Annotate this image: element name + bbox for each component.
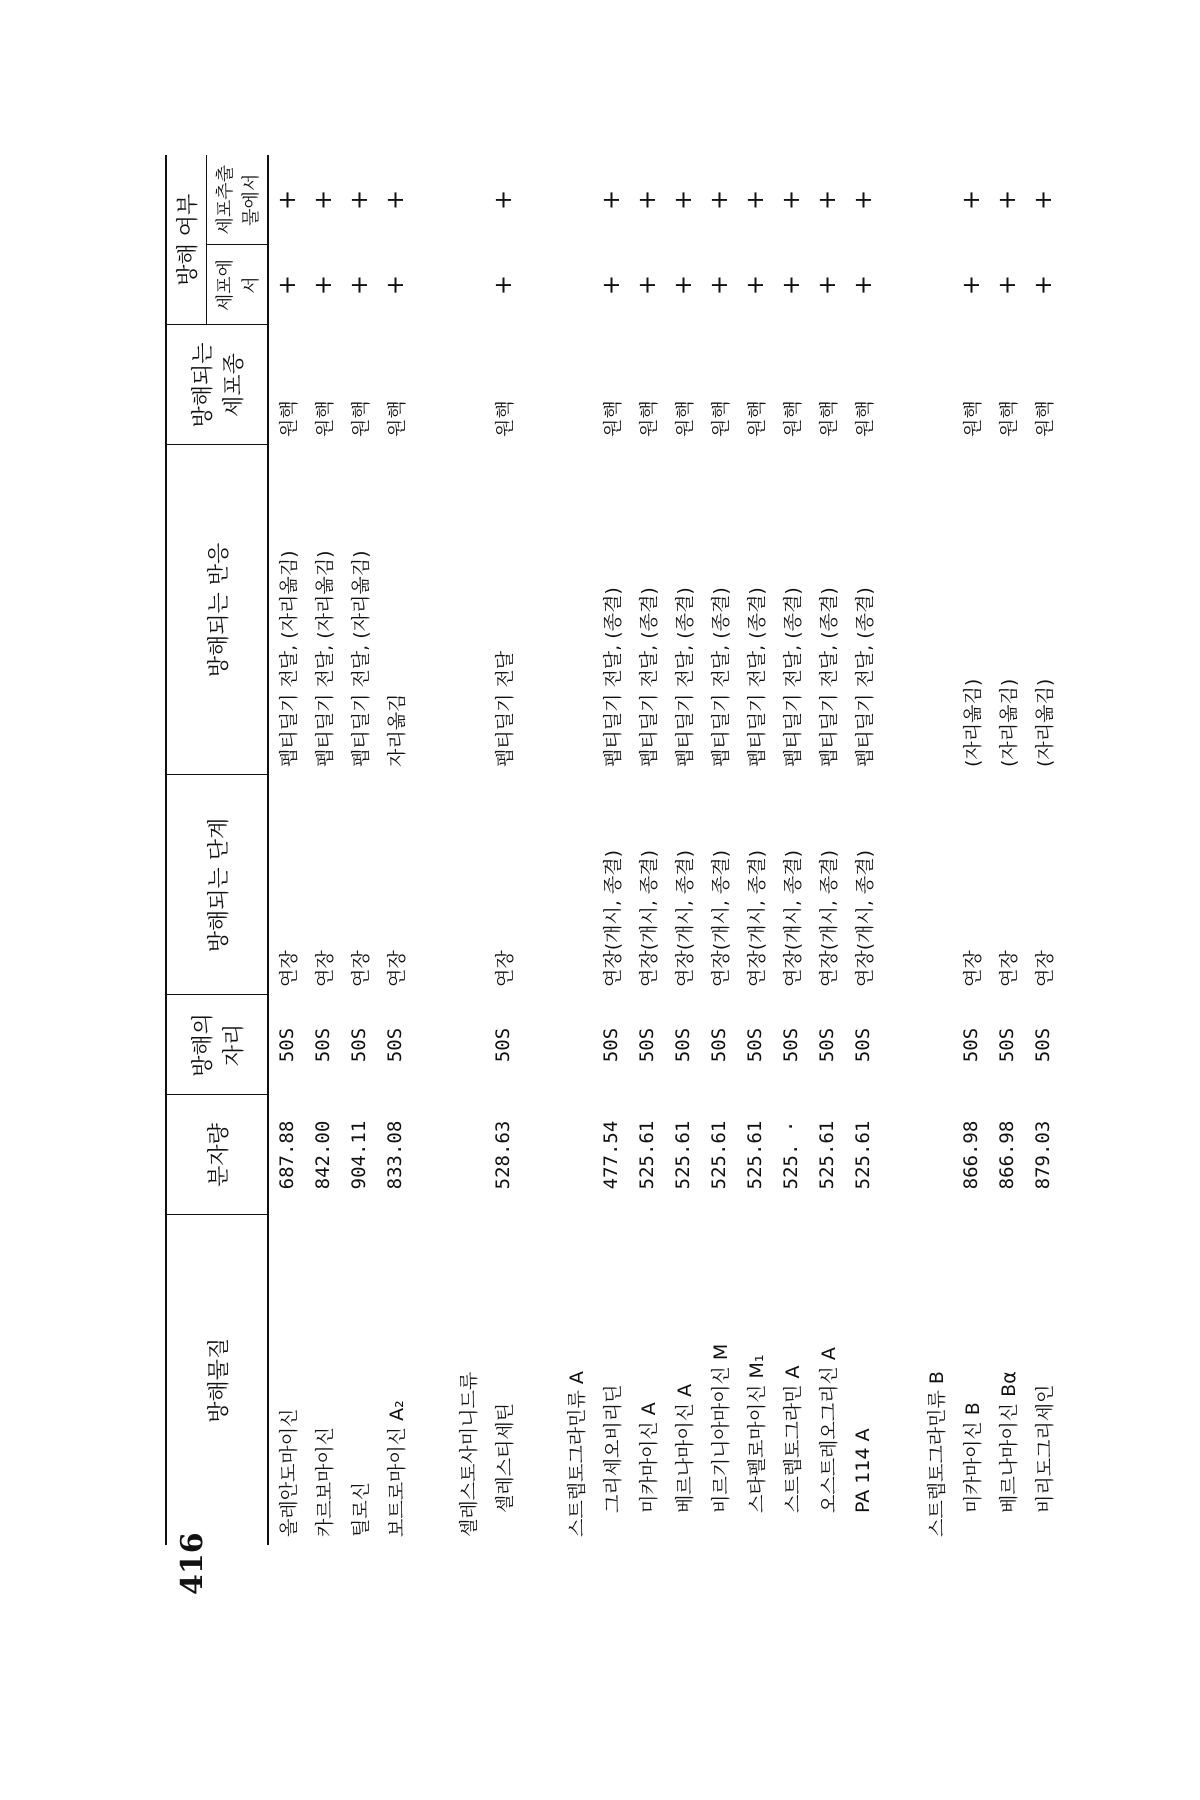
cell-stage: 연장 [349,950,372,987]
cell-cell-free: + [345,189,373,211]
table-row [557,155,593,1545]
cell-reaction: 자리옮김 [385,693,408,767]
cell-reaction: 펩티딜기 전달, (종결) [637,587,660,767]
cell-site: 50S [276,1027,298,1063]
cell-reaction: 펩티딜기 전달, (종결) [673,587,696,767]
cell-type [917,325,953,445]
cell-in-cell: + [849,274,877,296]
spacer-cell [881,155,917,1545]
cell-substance: 틸로신 [349,1481,372,1537]
cell-type: 원핵 [781,400,804,437]
cell-substance: 비르기니아마이신 M [709,1343,732,1513]
cell-in-cell: + [705,274,733,296]
cell-cell-free [449,155,485,245]
cell-in-cell: + [489,274,517,296]
table-row [737,155,773,1545]
header-substance: 방해물질 [166,1215,268,1545]
table-row [305,155,341,1545]
cell-type: 원핵 [601,400,624,437]
cell-cell-free: + [669,189,697,211]
cell-cell-free: + [633,189,661,211]
table-body [268,155,1061,1545]
cell-site: 50S [384,1027,406,1063]
cell-type: 원핵 [673,400,696,437]
table-row [341,155,377,1545]
cell-mw: 866.98 [996,1120,1018,1190]
cell-in-cell: + [597,274,625,296]
cell-substance: 베르나마이신 A [673,1383,696,1513]
cell-in-cell: + [381,274,409,296]
cell-substance: 비리도그리세인 [1033,1384,1056,1513]
cell-cell-free [557,155,593,245]
table-row [845,155,881,1545]
cell-mw: 525.61 [816,1120,838,1190]
cell-mw: 525.61 [672,1120,694,1190]
cell-reaction: 펩티딜기 전달, (종결) [781,587,804,767]
cell-cell-free: + [1029,189,1057,211]
cell-site: 50S [492,1027,514,1063]
cell-reaction [917,445,953,775]
table-row [773,155,809,1545]
cell-substance: 올레안도마이신 [277,1408,300,1537]
table-row [809,155,845,1545]
cell-cell-free: + [777,189,805,211]
header-stage: 방해되는 단계 [166,775,268,995]
cell-site: 50S [708,1027,730,1063]
cell-substance: 미카마이신 A [637,1402,660,1513]
cell-in-cell: + [957,274,985,296]
cell-reaction: (자리옮김) [997,678,1020,767]
cell-mw: 525.61 [744,1120,766,1190]
cell-substance: PA 114 A [852,1428,874,1513]
cell-reaction: 펩티딜기 전달, (종결) [601,587,624,767]
cell-cell-free: + [273,189,301,211]
table-row [268,155,305,1545]
cell-stage: 연장(개시, 종결) [673,849,696,987]
cell-in-cell [449,245,485,325]
cell-stage [917,775,953,995]
cell-reaction: 펩티딜기 전달, (자리옮김) [349,550,372,767]
cell-stage: 연장(개시, 종결) [637,849,660,987]
cell-type: 원핵 [385,400,408,437]
cell-in-cell: + [273,274,301,296]
cell-in-cell: + [345,274,373,296]
cell-in-cell [557,245,593,325]
header-site: 방해의 자리 [166,995,268,1095]
cell-mw: 866.98 [960,1120,982,1190]
cell-stage: 연장 [997,950,1020,987]
cell-type: 원핵 [961,400,984,437]
spacer-row [413,155,449,1545]
cell-type: 원핵 [709,400,732,437]
rotated-table-wrapper [165,155,1065,1545]
cell-substance: 미카마이신 B [961,1402,984,1513]
cell-mw: 525.61 [636,1120,658,1190]
cell-in-cell: + [993,274,1021,296]
cell-cell-free: + [849,189,877,211]
cell-substance: 오스트레오그리신 A [817,1347,840,1513]
cell-cell-free [917,155,953,245]
cell-site: 50S [1032,1027,1054,1063]
cell-mw: 477.54 [600,1120,622,1190]
spacer-cell [413,155,449,1545]
table-row [989,155,1025,1545]
cell-substance: 베르나마이신 Bα [997,1371,1020,1513]
cell-in-cell: + [813,274,841,296]
cell-cell-free: + [309,189,337,211]
cell-mw: 525. · [780,1120,802,1190]
cell-stage: 연장 [493,950,516,987]
cell-stage: 연장(개시, 종결) [781,849,804,987]
cell-mw: 687.88 [276,1120,298,1190]
cell-type: 원핵 [1033,400,1056,437]
cell-mw: 833.08 [384,1120,406,1190]
cell-cell-free: + [993,189,1021,211]
page-number: 416 [175,1532,210,1595]
cell-substance: 스트렙토그라민류 A [565,1371,588,1537]
cell-cell-free: + [705,189,733,211]
cell-substance: 그리세오비리딘 [601,1384,624,1513]
cell-in-cell: + [741,274,769,296]
table-row [485,155,521,1545]
table-row [917,155,953,1545]
cell-site: 50S [744,1027,766,1063]
cell-mw [557,1095,593,1215]
cell-type: 원핵 [745,400,768,437]
cell-in-cell [917,245,953,325]
cell-reaction: (자리옮김) [1033,678,1056,767]
cell-stage: 연장 [1033,950,1056,987]
cell-stage: 연장(개시, 종결) [745,849,768,987]
cell-type: 원핵 [817,400,840,437]
header-cell: 방해되는 세포종 [166,325,268,445]
cell-stage: 연장 [277,950,300,987]
cell-site: 50S [960,1027,982,1063]
cell-stage: 연장 [313,950,336,987]
cell-cell-free: + [597,189,625,211]
cell-reaction: 펩티딜기 전달, (종결) [853,587,876,767]
cell-mw: 904.11 [348,1120,370,1190]
cell-cell-free: + [957,189,985,211]
cell-in-cell: + [1029,274,1057,296]
cell-stage: 연장(개시, 종결) [817,849,840,987]
cell-cell-free: + [741,189,769,211]
cell-mw: 525.61 [708,1120,730,1190]
cell-stage [449,775,485,995]
cell-reaction: 펩티딜기 전달 [493,650,516,767]
cell-site: 50S [780,1027,802,1063]
cell-site [449,995,485,1095]
cell-stage: 연장 [385,950,408,987]
cell-type: 원핵 [349,400,372,437]
cell-in-cell: + [633,274,661,296]
cell-site: 50S [636,1027,658,1063]
cell-site: 50S [816,1027,838,1063]
table-row [449,155,485,1545]
cell-cell-free: + [381,189,409,211]
cell-substance: 스타펠로마이신 M₁ [745,1354,768,1513]
header-presence: 방해 여부 [166,155,207,325]
cell-reaction: (자리옮김) [961,678,984,767]
cell-substance: 스트렙토그라민류 B [925,1371,948,1537]
cell-type: 원핵 [853,400,876,437]
header-mw: 분자량 [166,1095,268,1215]
cell-type: 원핵 [313,400,336,437]
cell-type [449,325,485,445]
cell-site: 50S [996,1027,1018,1063]
cell-site: 50S [672,1027,694,1063]
table-row [953,155,989,1545]
cell-site [557,995,593,1095]
cell-stage: 연장 [961,950,984,987]
cell-type: 원핵 [493,400,516,437]
cell-type: 원핵 [997,400,1020,437]
cell-stage: 연장(개시, 종결) [853,849,876,987]
cell-reaction: 펩티딜기 전달, (종결) [709,587,732,767]
cell-site [917,995,953,1095]
cell-in-cell: + [669,274,697,296]
cell-reaction [557,445,593,775]
cell-mw [449,1095,485,1215]
inhibitor-table [165,155,1061,1545]
cell-substance: 셀레스티세틴 [493,1402,516,1513]
cell-mw: 525.61 [852,1120,874,1190]
cell-substance: 카르보마이신 [313,1426,336,1537]
cell-type: 원핵 [277,400,300,437]
table-row [377,155,413,1545]
header-in-cell: 세포에서 [207,245,269,325]
cell-type: 원핵 [637,400,660,437]
table-row [629,155,665,1545]
cell-stage: 연장(개시, 종결) [601,849,624,987]
cell-mw: 879.03 [1032,1120,1054,1190]
cell-cell-free: + [813,189,841,211]
cell-reaction: 펩티딜기 전달, (자리옮김) [277,550,300,767]
cell-in-cell: + [777,274,805,296]
cell-mw [917,1095,953,1215]
cell-site: 50S [600,1027,622,1063]
cell-mw: 528.63 [492,1120,514,1190]
cell-reaction: 펩티딜기 전달, (종결) [817,587,840,767]
cell-stage [557,775,593,995]
cell-stage: 연장(개시, 종결) [709,849,732,987]
header-reaction: 방해되는 반응 [166,445,268,775]
cell-type [557,325,593,445]
cell-reaction [449,445,485,775]
cell-in-cell: + [309,274,337,296]
table-row [593,155,629,1545]
spacer-row [881,155,917,1545]
cell-mw: 842.00 [312,1120,334,1190]
cell-cell-free: + [489,189,517,211]
table-row [701,155,737,1545]
cell-reaction: 펩티딜기 전달, (자리옮김) [313,550,336,767]
cell-site: 50S [312,1027,334,1063]
cell-reaction: 펩티딜기 전달, (종결) [745,587,768,767]
spacer-cell [521,155,557,1545]
table-row [1025,155,1061,1545]
cell-site: 50S [348,1027,370,1063]
header-cell-free: 세포추출물에서 [207,155,269,245]
cell-substance: 셀레스토사미니드류 [457,1371,480,1537]
table-row [665,155,701,1545]
cell-substance: 스트렙토그라민 A [781,1365,804,1513]
spacer-row [521,155,557,1545]
cell-site: 50S [852,1027,874,1063]
cell-substance: 보트로마이신 A₂ [385,1400,408,1537]
